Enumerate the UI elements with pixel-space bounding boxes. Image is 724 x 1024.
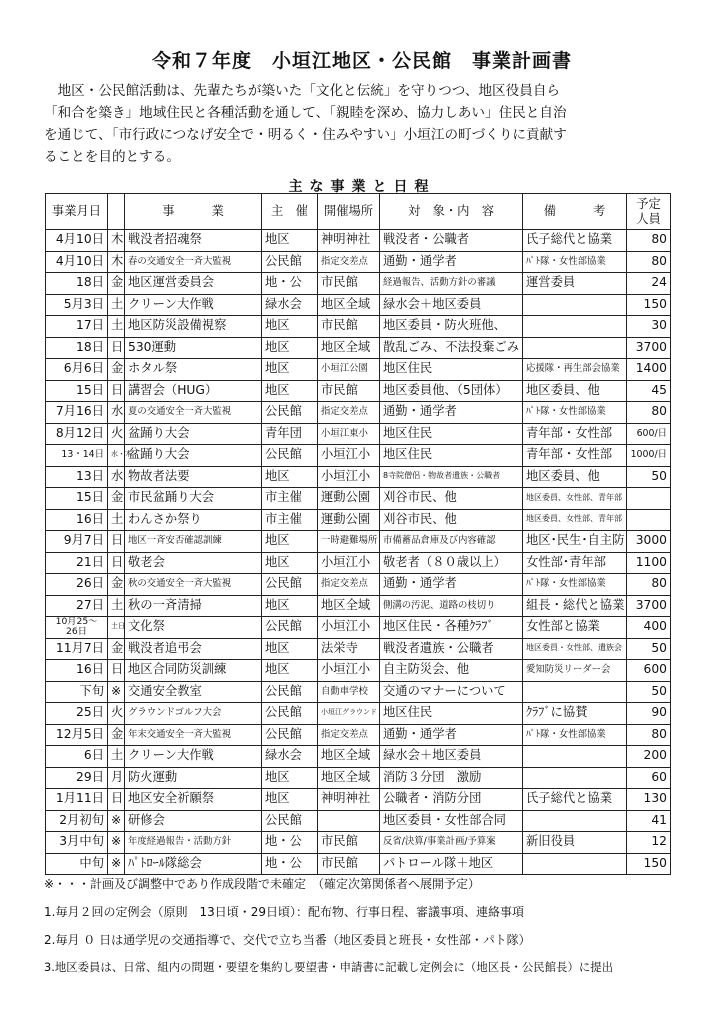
cell-event: 春の交通安全一斉大監視 bbox=[125, 251, 262, 273]
cell-remarks: ﾊﾟﾄ隊・女性部協業 bbox=[523, 574, 627, 596]
cell-date: 4月10日 bbox=[46, 230, 108, 252]
cell-event: 秋の一斉清掃 bbox=[125, 595, 262, 617]
cell-target: 地区委員・防火班他、 bbox=[380, 316, 523, 338]
cell-host: 地区 bbox=[262, 638, 318, 660]
cell-event: 年度経過報告・活動方針 bbox=[125, 832, 262, 854]
intro-paragraph bbox=[44, 80, 644, 168]
cell-date: 12月5日 bbox=[46, 724, 108, 746]
table-row bbox=[46, 359, 671, 381]
cell-event: 市民盆踊り大会 bbox=[125, 488, 262, 510]
cell-date-line2: 26日 bbox=[66, 626, 87, 638]
cell-host: 地区 bbox=[262, 316, 318, 338]
cell-target: 地区委員・女性部合同 bbox=[380, 810, 523, 832]
cell-host: 公民館 bbox=[262, 681, 318, 703]
cell-target: 公職者・消防分団 bbox=[380, 789, 523, 811]
cell-venue: 小垣江小 bbox=[318, 617, 380, 639]
cell-dow: 火 bbox=[108, 423, 125, 445]
cell-dow: 水 bbox=[108, 402, 125, 424]
table-row bbox=[46, 380, 671, 402]
cell-remarks bbox=[523, 746, 627, 768]
cell-people bbox=[627, 488, 671, 510]
cell-host: 公民館 bbox=[262, 617, 318, 639]
document-title: 令和７年度 小垣江地区・公民館 事業計画書 bbox=[151, 50, 572, 72]
cell-date: 16日 bbox=[46, 509, 108, 531]
cell-target: 消防３分団 激励 bbox=[380, 767, 523, 789]
cell-date: 3月中旬 bbox=[46, 832, 108, 854]
intro-line: 「和合を築き」地域住民と各種活動を通して、「親睦を深め、協力しあい」住民と自治 bbox=[44, 105, 567, 121]
cell-date: 4月10日 bbox=[46, 251, 108, 273]
cell-host: 地区 bbox=[262, 380, 318, 402]
cell-dow: 火 bbox=[108, 703, 125, 725]
cell-date: 18日 bbox=[46, 337, 108, 359]
header-date: 事業月日 bbox=[46, 194, 108, 230]
cell-dow: 日 bbox=[108, 531, 125, 553]
cell-dow: 金 bbox=[108, 488, 125, 510]
cell-dow: 木 bbox=[108, 251, 125, 273]
cell-date: 18日 bbox=[46, 273, 108, 295]
cell-event: 地区一斉安否確認訓練 bbox=[125, 531, 262, 553]
cell-date: 17日 bbox=[46, 316, 108, 338]
cell-target: 交通のマナーについて bbox=[380, 681, 523, 703]
cell-people: 200 bbox=[627, 746, 671, 768]
cell-date: 2月初旬 bbox=[46, 810, 108, 832]
cell-event: ﾊﾟﾄﾛｰﾙ隊総会 bbox=[125, 853, 262, 875]
cell-event: 文化祭 bbox=[125, 617, 262, 639]
cell-remarks bbox=[523, 681, 627, 703]
header-host: 主 催 bbox=[262, 194, 318, 230]
cell-venue: 指定交差点 bbox=[318, 724, 380, 746]
cell-venue: 市民館 bbox=[318, 853, 380, 875]
table-row bbox=[46, 638, 671, 660]
cell-date: 29日 bbox=[46, 767, 108, 789]
header-people-line2: 人員 bbox=[636, 211, 661, 226]
table-title: 主な事業と日程 bbox=[288, 179, 436, 195]
cell-dow: 日 bbox=[108, 789, 125, 811]
table-row bbox=[46, 703, 671, 725]
cell-event: 地区合同防災訓練 bbox=[125, 660, 262, 682]
cell-event: クリーン大作戦 bbox=[125, 746, 262, 768]
cell-event: 戦没者招魂祭 bbox=[125, 230, 262, 252]
cell-people: 30 bbox=[627, 316, 671, 338]
cell-target: 地区委員他、（5団体） bbox=[380, 380, 523, 402]
cell-event: 盆踊り大会 bbox=[125, 445, 262, 467]
cell-venue: 指定交差点 bbox=[318, 574, 380, 596]
cell-target: 地区住民 bbox=[380, 359, 523, 381]
cell-dow: ※ bbox=[108, 810, 125, 832]
cell-remarks: 地区委員、他 bbox=[523, 380, 627, 402]
cell-event: グラウンドゴルフ大会 bbox=[125, 703, 262, 725]
cell-venue: 運動公園 bbox=[318, 509, 380, 531]
table-row bbox=[46, 466, 671, 488]
cell-host: 青年団 bbox=[262, 423, 318, 445]
cell-target: 反省/決算/事業計画/予算案 bbox=[380, 832, 523, 854]
cell-host: 公民館 bbox=[262, 724, 318, 746]
cell-venue: 地区全域 bbox=[318, 746, 380, 768]
cell-remarks: 地区･民生･自主防 bbox=[523, 531, 627, 553]
cell-event: 物故者法要 bbox=[125, 466, 262, 488]
cell-venue: 市民館 bbox=[318, 832, 380, 854]
cell-host: 地区 bbox=[262, 660, 318, 682]
cell-remarks: 新旧役員 bbox=[523, 832, 627, 854]
cell-people: 80 bbox=[627, 574, 671, 596]
cell-venue: 小垣江東小 bbox=[318, 423, 380, 445]
cell-remarks bbox=[523, 853, 627, 875]
cell-date: 9月7日 bbox=[46, 531, 108, 553]
cell-event: クリーン大作戦 bbox=[125, 294, 262, 316]
cell-venue: 神明神社 bbox=[318, 789, 380, 811]
note-line: ※・・・計画及び調整中であり作成段階で未確定 （確定次第関係者へ展開予定） bbox=[44, 877, 481, 891]
cell-dow: 日 bbox=[108, 337, 125, 359]
cell-people: 3000 bbox=[627, 531, 671, 553]
cell-people: 12 bbox=[627, 832, 671, 854]
cell-dow: ※ bbox=[108, 853, 125, 875]
cell-dow: 土日 bbox=[108, 617, 125, 639]
cell-dow: 土 bbox=[108, 746, 125, 768]
cell-dow: 木 bbox=[108, 230, 125, 252]
cell-people: 400 bbox=[627, 617, 671, 639]
cell-date: 25日 bbox=[46, 703, 108, 725]
cell-date: 21日 bbox=[46, 552, 108, 574]
cell-people: 3700 bbox=[627, 595, 671, 617]
cell-host: 地区 bbox=[262, 466, 318, 488]
cell-remarks: 組長・総代と協業 bbox=[523, 595, 627, 617]
cell-date: 下旬 bbox=[46, 681, 108, 703]
cell-event: 地区運営委員会 bbox=[125, 273, 262, 295]
cell-date: 13日 bbox=[46, 466, 108, 488]
cell-event: 盆踊り大会 bbox=[125, 423, 262, 445]
cell-remarks: 氏子総代と協業 bbox=[523, 230, 627, 252]
cell-remarks bbox=[523, 337, 627, 359]
table-header-row bbox=[46, 194, 671, 230]
cell-remarks bbox=[523, 767, 627, 789]
cell-host: 公民館 bbox=[262, 402, 318, 424]
cell-remarks bbox=[523, 316, 627, 338]
cell-target: 通勤・通学者 bbox=[380, 724, 523, 746]
cell-remarks: ﾊﾟﾄ隊・女性部協業 bbox=[523, 724, 627, 746]
cell-dow: ※ bbox=[108, 681, 125, 703]
table-row bbox=[46, 574, 671, 596]
cell-venue: 小垣江小 bbox=[318, 466, 380, 488]
cell-date: 7月16日 bbox=[46, 402, 108, 424]
cell-people: 24 bbox=[627, 273, 671, 295]
cell-host: 緑水会 bbox=[262, 746, 318, 768]
cell-target: 自主防災会、他 bbox=[380, 660, 523, 682]
cell-people: 80 bbox=[627, 724, 671, 746]
header-target: 対 象・内 容 bbox=[380, 194, 523, 230]
cell-people: 60 bbox=[627, 767, 671, 789]
table-row bbox=[46, 423, 671, 445]
cell-host: 地区 bbox=[262, 767, 318, 789]
cell-remarks: 愛知防災リーダー会 bbox=[523, 660, 627, 682]
cell-people bbox=[627, 509, 671, 531]
cell-venue: 地区全域 bbox=[318, 767, 380, 789]
table-row bbox=[46, 531, 671, 553]
cell-host: 緑水会 bbox=[262, 294, 318, 316]
cell-people: 150 bbox=[627, 853, 671, 875]
cell-target: 敬老者（８０歳以上） bbox=[380, 552, 523, 574]
cell-venue: 法栄寺 bbox=[318, 638, 380, 660]
table-row bbox=[46, 660, 671, 682]
cell-target: 市備蓄品倉庫及び内容確認 bbox=[380, 531, 523, 553]
cell-dow: 金 bbox=[108, 574, 125, 596]
cell-date: 8月12日 bbox=[46, 423, 108, 445]
table-row bbox=[46, 810, 671, 832]
table-row bbox=[46, 681, 671, 703]
cell-dow: 水 bbox=[108, 466, 125, 488]
cell-date: 5月3日 bbox=[46, 294, 108, 316]
cell-host: 公民館 bbox=[262, 445, 318, 467]
cell-venue: 一時避難場所 bbox=[318, 531, 380, 553]
cell-host: 地区 bbox=[262, 337, 318, 359]
schedule-rows bbox=[46, 230, 671, 875]
cell-date: 16日 bbox=[46, 660, 108, 682]
cell-dow: 土 bbox=[108, 595, 125, 617]
cell-host: 地・公 bbox=[262, 853, 318, 875]
cell-people: 1400 bbox=[627, 359, 671, 381]
cell-people: 41 bbox=[627, 810, 671, 832]
cell-date: 中旬 bbox=[46, 853, 108, 875]
table-row bbox=[46, 316, 671, 338]
cell-target: 8寺院僧侶・物故者遺族・公職者 bbox=[380, 466, 523, 488]
cell-event: わんさか祭り bbox=[125, 509, 262, 531]
table-row bbox=[46, 617, 671, 639]
cell-target: 通勤・通学者 bbox=[380, 574, 523, 596]
cell-target: 散乱ごみ、不法投棄ごみ bbox=[380, 337, 523, 359]
cell-people: 80 bbox=[627, 402, 671, 424]
cell-venue: 指定交差点 bbox=[318, 251, 380, 273]
cell-remarks: 地区委員、女性部、青年部 bbox=[523, 509, 627, 531]
cell-venue: 地区全域 bbox=[318, 294, 380, 316]
note-line: 1.毎月２回の定例会（原則 13日頃・29日頃）：配布物、行事日程、審議事項、連絡事項 bbox=[44, 905, 524, 919]
cell-remarks: ﾊﾟﾄ隊・女性部協業 bbox=[523, 251, 627, 273]
table-row bbox=[46, 251, 671, 273]
cell-event: 年末交通安全一斉大監視 bbox=[125, 724, 262, 746]
cell-target: 地区住民 bbox=[380, 703, 523, 725]
cell-people: 130 bbox=[627, 789, 671, 811]
cell-people: 80 bbox=[627, 230, 671, 252]
cell-dow: 日 bbox=[108, 380, 125, 402]
cell-host: 公民館 bbox=[262, 251, 318, 273]
table-row bbox=[46, 595, 671, 617]
cell-venue: 小垣江公園 bbox=[318, 359, 380, 381]
cell-target: 地区住民・各種ｸﾗﾌﾞ bbox=[380, 617, 523, 639]
cell-event: 地区安全祈願祭 bbox=[125, 789, 262, 811]
cell-date: 13・14日 bbox=[46, 445, 108, 467]
cell-event: 防火運動 bbox=[125, 767, 262, 789]
cell-event: 夏の交通安全一斉大監視 bbox=[125, 402, 262, 424]
cell-people: 80 bbox=[627, 251, 671, 273]
cell-remarks: ｸﾗﾌﾞに協賛 bbox=[523, 703, 627, 725]
cell-target: 地区住民 bbox=[380, 423, 523, 445]
schedule-table bbox=[45, 193, 671, 875]
cell-host: 公民館 bbox=[262, 810, 318, 832]
cell-remarks: 青年部・女性部 bbox=[523, 445, 627, 467]
cell-event: 研修会 bbox=[125, 810, 262, 832]
cell-remarks: ﾊﾟﾄ隊・女性部協業 bbox=[523, 402, 627, 424]
cell-host: 公民館 bbox=[262, 703, 318, 725]
table-row bbox=[46, 402, 671, 424]
cell-host: 公民館 bbox=[262, 574, 318, 596]
table-row bbox=[46, 552, 671, 574]
cell-people: 3700 bbox=[627, 337, 671, 359]
cell-host: 地・公 bbox=[262, 273, 318, 295]
header-people-line1: 予定 bbox=[636, 197, 661, 212]
cell-target: 側溝の汚泥、道路の枝切り bbox=[380, 595, 523, 617]
cell-people: 50 bbox=[627, 638, 671, 660]
cell-remarks: 運営委員 bbox=[523, 273, 627, 295]
cell-people: 90 bbox=[627, 703, 671, 725]
cell-date: 1月11日 bbox=[46, 789, 108, 811]
intro-line: を通じて、「市行政につなげ安全で・明るく・住みやすい」小垣江の町づくりに貢献す bbox=[44, 127, 567, 143]
cell-host: 地・公 bbox=[262, 832, 318, 854]
table-row bbox=[46, 767, 671, 789]
cell-venue: 小垣江グラウンド bbox=[318, 703, 380, 725]
cell-dow: 日 bbox=[108, 660, 125, 682]
intro-line: ることを目的とする。 bbox=[44, 149, 180, 165]
note-line: 3.地区委員は、日常、組内の問題・要望を集約し要望書・申請書に記載し定例会に（地区長・公民館長）に提出 bbox=[44, 960, 614, 974]
cell-dow: 金 bbox=[108, 359, 125, 381]
cell-dow: 金 bbox=[108, 273, 125, 295]
cell-dow: 水・木 bbox=[108, 445, 125, 467]
cell-venue: 自動車学校 bbox=[318, 681, 380, 703]
cell-target: 通勤・通学者 bbox=[380, 251, 523, 273]
table-row bbox=[46, 789, 671, 811]
intro-line: 地区・公民館活動は、先輩たちが築いた「文化と伝統」を守りつつ、地区役員自ら bbox=[44, 83, 561, 99]
cell-dow: 土 bbox=[108, 294, 125, 316]
cell-venue: 指定交差点 bbox=[318, 402, 380, 424]
table-row bbox=[46, 230, 671, 252]
table-row bbox=[46, 724, 671, 746]
header-event: 事 業 bbox=[125, 194, 262, 230]
cell-people: 600 bbox=[627, 660, 671, 682]
cell-dow: 土 bbox=[108, 316, 125, 338]
table-row bbox=[46, 746, 671, 768]
cell-date: 26日 bbox=[46, 574, 108, 596]
cell-venue: 運動公園 bbox=[318, 488, 380, 510]
header-dow bbox=[108, 194, 125, 230]
cell-host: 地区 bbox=[262, 789, 318, 811]
cell-remarks: 女性部･青年部 bbox=[523, 552, 627, 574]
cell-event: 交通安全教室 bbox=[125, 681, 262, 703]
cell-venue: 小垣江小 bbox=[318, 445, 380, 467]
cell-dow: 月 bbox=[108, 767, 125, 789]
cell-event: 秋の交通安全一斉大監視 bbox=[125, 574, 262, 596]
cell-people: 50 bbox=[627, 466, 671, 488]
cell-host: 市主催 bbox=[262, 488, 318, 510]
cell-host: 地区 bbox=[262, 531, 318, 553]
cell-dow: 金 bbox=[108, 724, 125, 746]
cell-remarks bbox=[523, 294, 627, 316]
cell-remarks: 地区委員、他 bbox=[523, 466, 627, 488]
cell-target: 通勤・通学者 bbox=[380, 402, 523, 424]
cell-venue bbox=[318, 810, 380, 832]
cell-date: 6日 bbox=[46, 746, 108, 768]
cell-venue: 神明神社 bbox=[318, 230, 380, 252]
header-venue: 開催場所 bbox=[318, 194, 380, 230]
cell-remarks: 地区委員、女性部、青年部 bbox=[523, 488, 627, 510]
cell-event: 地区防災設備視察 bbox=[125, 316, 262, 338]
header-remarks: 備 考 bbox=[523, 194, 627, 230]
table-row bbox=[46, 294, 671, 316]
cell-date: 27日 bbox=[46, 595, 108, 617]
cell-venue: 地区全域 bbox=[318, 595, 380, 617]
cell-people: 1000/日 bbox=[627, 445, 671, 467]
cell-dow: 土 bbox=[108, 509, 125, 531]
cell-event: 530運動 bbox=[125, 337, 262, 359]
cell-target: 戦没者・公職者 bbox=[380, 230, 523, 252]
cell-host: 地区 bbox=[262, 595, 318, 617]
cell-venue: 地区全域 bbox=[318, 337, 380, 359]
table-row bbox=[46, 853, 671, 875]
cell-date: 15日 bbox=[46, 488, 108, 510]
cell-host: 市主催 bbox=[262, 509, 318, 531]
cell-remarks: 地区委員・女性部、遺族会 bbox=[523, 638, 627, 660]
table-row bbox=[46, 445, 671, 467]
cell-host: 地区 bbox=[262, 359, 318, 381]
table-row bbox=[46, 337, 671, 359]
cell-host: 地区 bbox=[262, 230, 318, 252]
cell-remarks: 氏子総代と協業 bbox=[523, 789, 627, 811]
cell-host: 地区 bbox=[262, 552, 318, 574]
note-line: 2.毎月 ０ 日は通学児の交通指導で、交代で立ち当番（地区委員と班長・女性部・パト隊） bbox=[44, 933, 531, 947]
cell-event: 講習会（HUG） bbox=[125, 380, 262, 402]
cell-target: 刈谷市民、他 bbox=[380, 488, 523, 510]
cell-dow: ※ bbox=[108, 832, 125, 854]
cell-remarks: 青年部・女性部 bbox=[523, 423, 627, 445]
cell-people: 150 bbox=[627, 294, 671, 316]
cell-venue: 小垣江小 bbox=[318, 660, 380, 682]
cell-target: 戦没者遺族・公職者 bbox=[380, 638, 523, 660]
cell-date: 11月7日 bbox=[46, 638, 108, 660]
cell-target: 刈谷市民、他 bbox=[380, 509, 523, 531]
table-row bbox=[46, 488, 671, 510]
cell-target: 緑水会＋地区委員 bbox=[380, 294, 523, 316]
cell-event: ホタル祭 bbox=[125, 359, 262, 381]
cell-target: 地区住民 bbox=[380, 445, 523, 467]
cell-people: 1100 bbox=[627, 552, 671, 574]
cell-event: 戦没者追弔会 bbox=[125, 638, 262, 660]
cell-date: 15日 bbox=[46, 380, 108, 402]
cell-people: 50 bbox=[627, 681, 671, 703]
cell-target: 経過報告、活動方針の審議 bbox=[380, 273, 523, 295]
cell-venue: 市民館 bbox=[318, 380, 380, 402]
cell-date bbox=[46, 617, 108, 639]
cell-dow: 日 bbox=[108, 552, 125, 574]
cell-people: 600/日 bbox=[627, 423, 671, 445]
header-people bbox=[627, 194, 671, 230]
cell-date-line1: 10月25～ bbox=[55, 616, 98, 628]
cell-venue: 市民館 bbox=[318, 273, 380, 295]
cell-dow: 金 bbox=[108, 638, 125, 660]
cell-date: 6月6日 bbox=[46, 359, 108, 381]
cell-people: 45 bbox=[627, 380, 671, 402]
cell-venue: 小垣江小 bbox=[318, 552, 380, 574]
table-row bbox=[46, 832, 671, 854]
cell-remarks bbox=[523, 810, 627, 832]
cell-target: パトロール隊＋地区 bbox=[380, 853, 523, 875]
notes-section bbox=[44, 875, 684, 986]
cell-remarks: 女性部と協業 bbox=[523, 617, 627, 639]
cell-target: 緑水会＋地区委員 bbox=[380, 746, 523, 768]
cell-event: 敬老会 bbox=[125, 552, 262, 574]
cell-remarks: 応援隊・再生部会協業 bbox=[523, 359, 627, 381]
table-row bbox=[46, 509, 671, 531]
table-row bbox=[46, 273, 671, 295]
cell-venue: 市民館 bbox=[318, 316, 380, 338]
